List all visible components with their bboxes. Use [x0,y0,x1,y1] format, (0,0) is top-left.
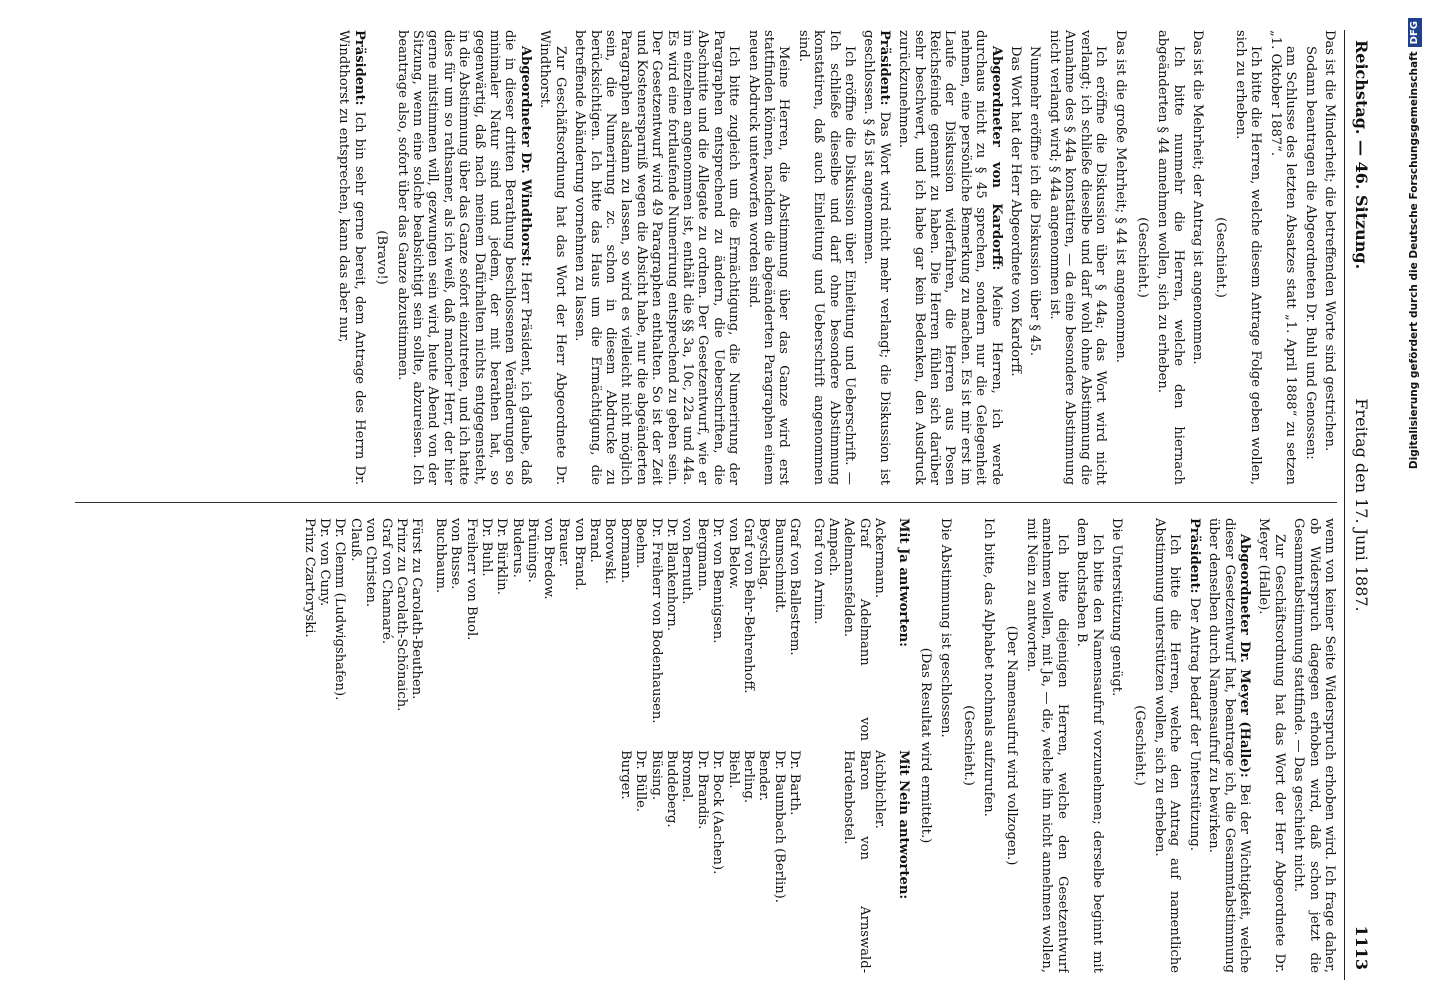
paragraph-text: Ich eröffne die Diskussion über Einleitung und Ueberschrift. — Ich schließe dieselbe und darf ohne besondere Abstimmung konstatiren, daß auch Einleitung und Ueberschrift angenommen sind. [795,30,858,485]
member-name: Büsing. [648,750,664,801]
member-name: Dr. Buhl. [479,518,495,577]
right-column [72,518,1337,973]
page-number: 1113 [1352,925,1371,970]
member-name: Bergmann. [694,518,710,592]
member-name: Dr. Bülle. [633,750,649,813]
paragraph-text: Zur Geschäftsordnung hat das Wort der Herr Abgeordnete Dr. Meyer (Halle). [1256,518,1287,973]
paragraph [1186,518,1201,973]
paragraph-text: Das ist die große Mehrheit; § 44 ist angenommen. [1112,30,1128,363]
paragraph [572,30,741,485]
member-name: Ampach. [826,518,842,576]
paragraph [1131,518,1146,973]
vote-list-block-2 [432,518,802,973]
speaker-name: Abgeordneter von Kardorff: [988,46,1004,271]
member-name: Brauer. [556,518,572,567]
member-name: Bender. [756,750,772,801]
paragraph [938,518,953,973]
member-name: Dr. Bock (Aachen). [710,750,726,875]
paragraph [537,30,568,485]
speaker-name: Abgeordneter Dr. Windthorst: [517,46,533,267]
ja-list [432,518,802,741]
funding-note-text: Digitalisierung gefördert durch die Deutsche Forschungsgemeinschaft [1408,51,1420,470]
member-name: Fürst zu Carolath-Beuthen. [409,518,425,700]
member-name: Biehl. [725,750,741,789]
paragraph [1024,518,1070,973]
member-name: Berling. [741,750,756,804]
vote-list-block-3 [301,518,424,973]
member-name: Buddeberg. [663,750,679,828]
paragraph-text: Bei der Wichtigkeit, welche dieser Gesetzentwurf hat, beantrage ich, die Gesammtabstimmung über denselben durch Namensaufruf zu bewirken. [1206,518,1252,973]
member-name: Dr. Brandis. [694,750,710,830]
member-name: Dr. Freiherr von Bodenhausen. [648,518,664,724]
member-name: Brand. [586,518,602,563]
member-name: von Christen. [363,518,379,608]
speaker-name: Präsident: [351,30,367,106]
paragraph-text: Meine Herren, die Abstimmung über das Ganze wird erst stattfinden können, nachdem die abgeänderten Paragraphen einem neuen Abdruck unterworfen worden sind. [745,30,792,485]
paragraph [1212,30,1227,485]
paragraph-text: Sodann beantragen die Abgeordneten Dr. Buhl und Genossen: [1302,46,1318,460]
member-name: Ackermann. [872,518,888,598]
paragraph [745,30,791,485]
member-name: Buderus. [509,518,525,578]
speaker-name: Präsident: [876,30,892,106]
paragraph [1112,30,1127,485]
right-column-paragraphs [918,518,1337,973]
paragraph [1047,30,1109,485]
nein-list [810,750,887,973]
paragraph [1008,30,1023,485]
paragraph-text: Meine Herren, ich werde durchaus nicht zu § 45 sprechen, sondern nur die Gelegenheit nehmen, eine persönliche Bemerkung zu machen. Es ist mir erst im Laufe der Diskussion widerfahren, die Herren aus Posen Reichsfeinde genannt zu haben. Die Herren fühlen sich darüber sehr beschwert, und ich habe gar kein Bedenken, den Ausdruck zurückzunehmen. [896,30,1004,485]
member-name: Borowski. [602,518,618,584]
speaker-name: Präsident: [1186,518,1202,594]
vote-list-block-1 [810,518,887,973]
member-name: von Below. [725,518,741,590]
member-name: Brünings. [525,518,541,583]
member-name: Graf von Ballestrem. [787,518,803,656]
member-name: Dr. Barth. [787,750,803,816]
paragraph-text: Ich bitte nunmehr die Herren, welche den hiernach abgeänderten § 44 annehmen wollen, sich zu erheben. [1155,30,1186,485]
paragraph-text: (Geschieht.) [1131,705,1147,786]
member-name: Dr. Baumbach (Berlin). [771,750,787,903]
member-name: Graf Adelmann von Adelmannsfelden. [841,518,872,741]
paragraph [1322,30,1337,485]
left-column [72,30,1337,485]
paragraph-text: Die Abstimmung ist geschlossen. [938,518,954,738]
paragraph-text: Ich bitte den Namensaufruf vorzunehmen; derselbe beginnt mit dem Buchstaben B. [1074,518,1105,973]
paragraph-text: Ich bitte diejenigen Herren, welche den Gesetzentwurf annehmen wollen, mit Ja, — die, welche ihn nicht annehmen wollen, mit Nein zu antworten. [1024,518,1070,973]
paragraph [1135,30,1150,485]
nein-list [432,750,802,973]
paragraph-text: Zur Geschäftsordnung hat das Wort der Herr Abgeordnete Dr. Windthorst. [537,30,568,485]
vote-headings [895,518,910,973]
member-name: von Busse. [448,518,464,590]
paragraph [1256,518,1287,973]
dfg-logo: DFG [1408,18,1422,47]
member-name: Bromel. [679,750,695,803]
member-name: Burger. [617,750,633,800]
paragraph [1206,518,1252,973]
paragraph [918,518,933,973]
paragraph [1291,518,1337,973]
column-rule [75,502,1337,503]
paragraph [1190,30,1205,485]
member-name: Beyschlag. [756,518,772,590]
member-name: von Brand. [571,518,587,591]
rotated-page-content [65,30,1375,980]
paragraph [1027,30,1042,485]
paragraph-text: Herr Präsident, ich glaube, daß die in dieser dritten Berathung beschlossenen Veränderungen so minimaler Natur sind und jedem, der mit berathen hat, so gegenwärtig, daß nach meinem Dafürhalten nichts entgegensteht, in die Abstimmung über das Ganze sofort einzutreten, und ich hatte dies für um so rathsamer, als ich weiß, daß mancher Herr, der hier gerne mitstimmen will, gezwungen sein wird, heute Abend von der Sitzung, wenn eine solche beabsichtigt sein sollte, abzureisen. Ich beantrage also, sofort über das Ganze abzustimmen. [394,30,533,485]
header-session: Reichstag. — 46. Sitzung. [1352,40,1371,270]
member-name: Baron von Arnswald-Hardenbostel. [841,750,872,973]
paragraph-text: Ich bin sehr gerne bereit, dem Antrage des Herrn Dr. Windthorst zu entsprechen, kann das aber nur, [336,30,367,485]
speaker-name: Abgeordneter Dr. Meyer (Halle): [1236,534,1252,778]
member-name: Dr. von Bennigsen. [710,518,726,644]
header-date: Freitag den 17. Juni 1887. [1352,398,1371,612]
member-name: von Bernuth. [679,518,695,605]
paragraph [1074,518,1105,973]
member-name: Dr. Clemm (Ludwigshafen). [332,518,348,701]
paragraph [394,30,533,485]
ja-list [301,518,424,741]
member-name: Aichbichler. [872,750,888,829]
member-name: Graf von Chamaré. [378,518,394,645]
paragraph-text: (Geschieht.) [1134,217,1150,298]
member-name: Graf von Behr-Behrenhoff. [741,518,756,694]
member-name: Dr. Blankenhorn. [663,518,679,631]
paragraph [1003,518,1018,973]
paragraph-text: Das Wort hat der Herr Abgeordnete von Kardorff. [1008,46,1024,377]
member-name: von Bredow. [540,518,556,600]
member-name: Dr. Bürklin. [494,518,510,595]
paragraph [861,30,892,485]
paragraph-text: (Geschieht.) [960,705,976,786]
member-name: Dr. von Cuny. [317,518,333,607]
paragraph-text: (Bravo!) [374,230,390,285]
paragraph [896,30,1004,485]
running-header [1344,30,1375,980]
paragraph-text: Das ist die Mehrheit; der Antrag ist angenommen. [1190,30,1206,365]
paragraph-text: Ich bitte zugleich um die Ermächtigung, die Numerirung der Paragraphen entsprechend zu ändern, die Ueberschriften, die Abschnitte und die Allegate zu ordnen. Der Gesetzentwurf, wie er im einzelnen angenommen ist, enthält die §§ 3a, 10c, 22a und 44a. Es wird eine fortlaufende Numerirung entsprechend zu geben sein. Der Gesetzentwurf wird 49 Paragraphen enthalten. So ist der Zeit und Kostenersparniß wegen die Absicht habe, nur die abgeänderten Paragraphen alsdann zu lassen, so wird es vielleicht nicht möglich sein, die Numerirung zc. schon in diesem Abdrucke zu berücksichtigen. Ich bitte das Haus um die Ermächtigung, die betreffende Abänderung vornehmen zu lassen. [572,30,742,485]
member-name: Prinz zu Carolath-Schönaich. [394,518,410,712]
member-name: Boehm. [633,518,649,569]
member-name: Buchbaum. [432,518,448,594]
member-name: Graf von Arnim. [810,518,826,625]
paragraph-text: Ich bitte die Herren, welche diesem Antrage Folge geben wollen, sich zu erheben. [1232,30,1264,485]
paragraph [374,30,389,485]
paragraph-text: Der Antrag bedarf der Unterstützung. [1186,593,1202,851]
member-name: Prinz Czartoryski. [301,518,317,638]
ja-list [810,518,887,741]
paragraph-text: Nunmehr eröffne ich die Diskussion über § 45. [1027,46,1043,356]
member-name: Baumschmidt. [771,518,787,614]
paragraph-text: Die Unterstützung genügt. [1109,518,1125,697]
funding-note [1403,18,1425,986]
paragraph-text: Ich bitte, das Alphabet nochmals aufzurufen. [981,518,997,817]
paragraph [1109,518,1124,973]
paragraph-text: (Der Namensaufruf wird vollzogen.) [1003,625,1019,866]
paragraph [960,518,975,973]
paragraph-text: Das Wort wird nicht mehr verlangt; die Diskussion ist geschlossen. § 45 ist angenommen. [861,30,892,485]
paragraph-text: (Geschieht.) [1212,217,1228,298]
vote-heading-ja: Mit Ja antworten: [895,518,911,648]
paragraph [1155,30,1186,485]
member-name: Freiherr von Buol. [463,518,479,641]
member-name: Bormann. [617,518,633,584]
paragraph [336,30,367,485]
paragraph-text: am Schlusse des letzten Absatzes statt „1. April 1888“ zu setzen „1. Oktober 1887“. [1267,30,1299,485]
paragraph-text: wenn von keiner Seite Widerspruch erhoben wird. Ich frage daher, ob Widerspruch dagegen erhoben wird, daß schon jetzt die Gesammtabstimmung stattfinde. — Das geschieht nicht. [1291,518,1337,973]
member-name: Clauß. [347,518,363,562]
paragraph-text: Das ist die Minderheit; die betreffenden Worte sind gestrichen. [1322,30,1337,452]
paragraph [1302,30,1317,485]
paragraph-text: Ich bitte die Herren, welche den Antrag auf namentliche Abstimmung unterstützen wollen, sich zu erheben. [1151,518,1183,973]
paragraph [981,518,996,973]
paragraph [795,30,857,485]
paragraph [1152,518,1183,973]
paragraph-text: Ich eröffne die Diskussion über § 44a; das Wort wird nicht verlangt; ich schließe dieselbe und darf wohl ohne Abstimmung die Annahme des § 44a konstatiren, — da eine besondere Abstimmung nicht verlangt wird; § 44a angenommen ist. [1046,30,1109,485]
nein-list [301,750,424,973]
vote-heading-nein: Mit Nein antworten: [895,750,911,900]
paragraph [1233,30,1264,485]
paragraph [1267,30,1298,485]
paragraph-text: (Das Resultat wird ermittelt.) [918,647,934,844]
